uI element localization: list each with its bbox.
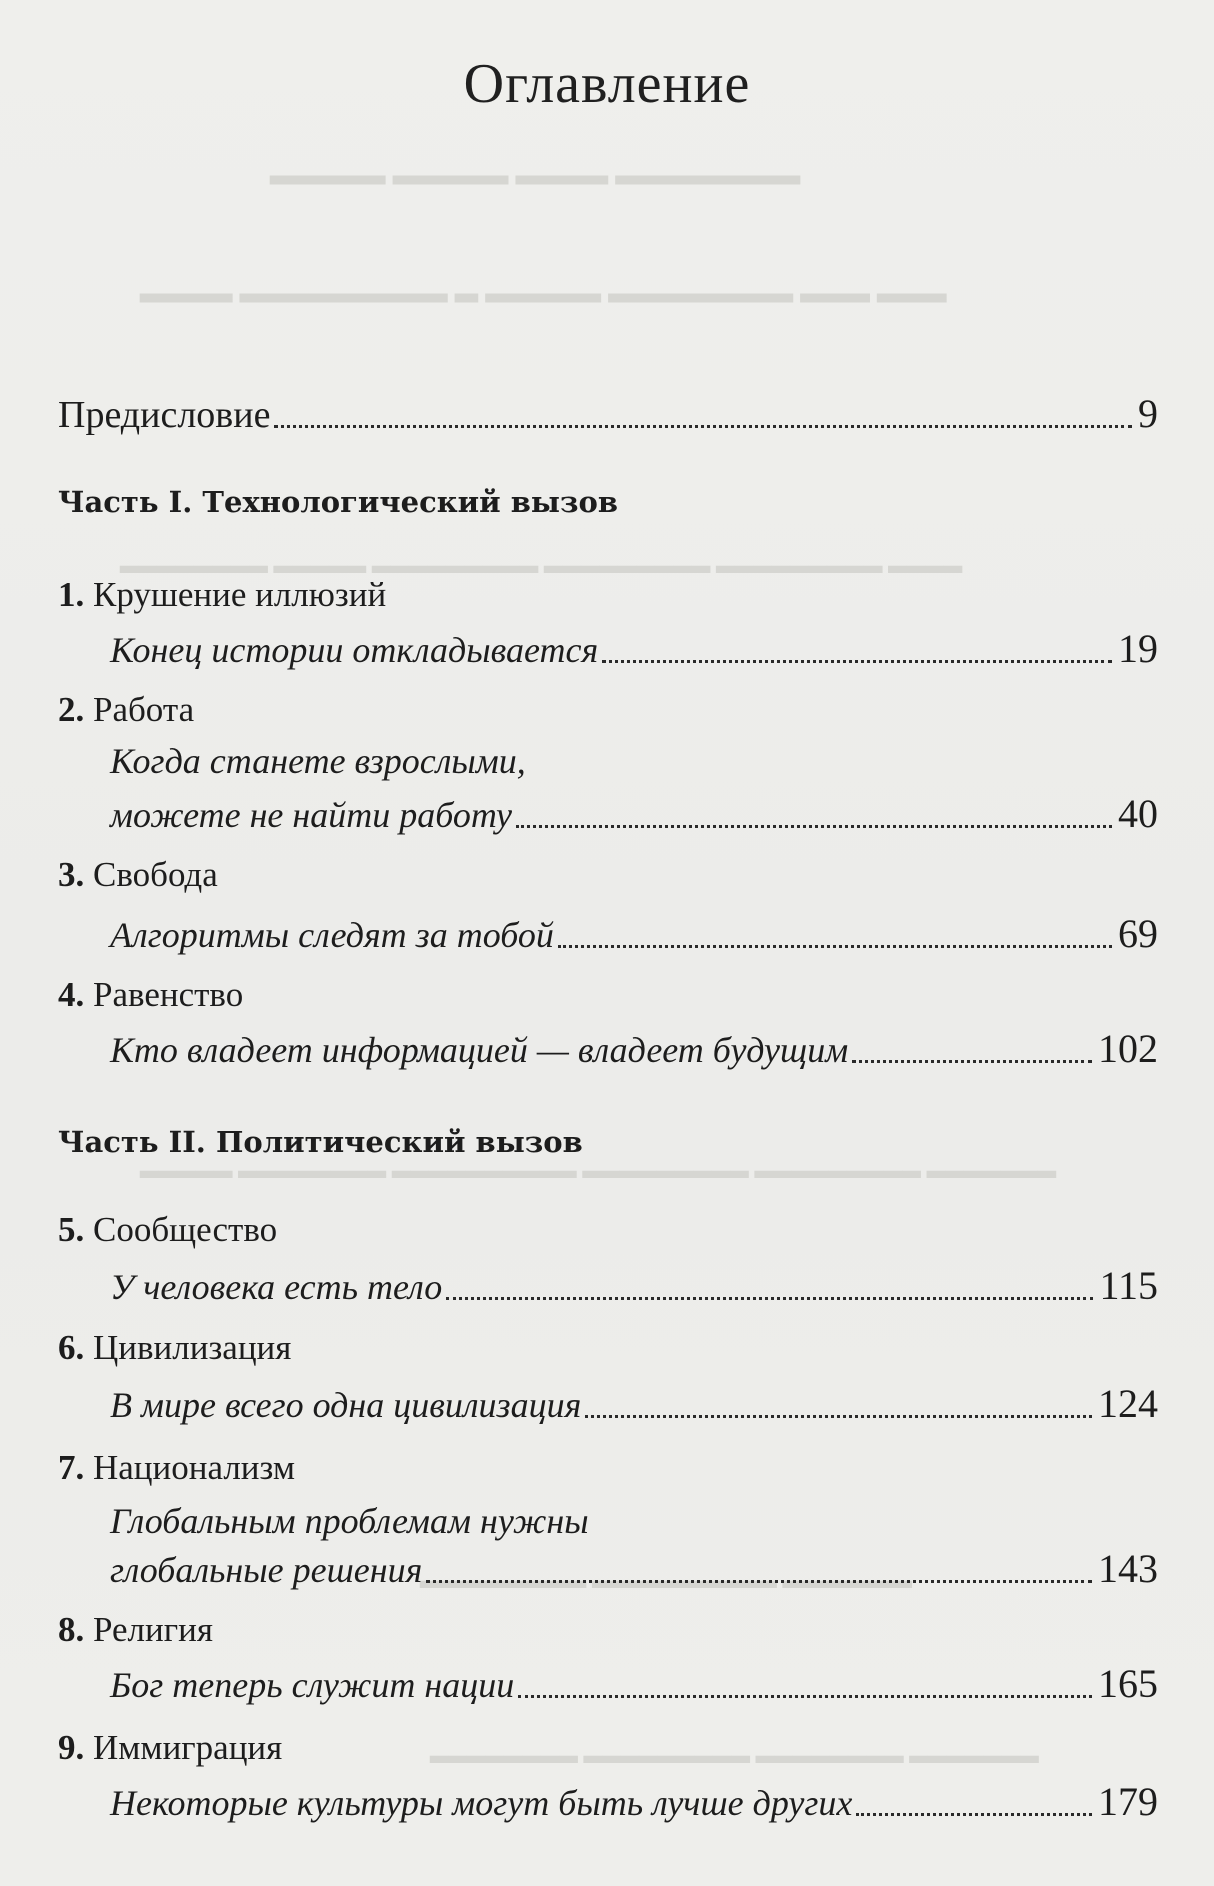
chapter-subtitle: Конец истории откладывается	[110, 630, 599, 670]
show-through-text: ▂▂▂▂▂ ▂▂▂▂▂▂▂▂ ▂▂▂▂▂▂▂▂▂▂ ▂▂▂▂▂▂▂▂▂ ▂▂▂▂▂▂▂▂▂ ▂▂▂▂▂▂▂	[140, 1152, 1056, 1178]
chapter-name: Сообщество	[93, 1210, 278, 1249]
part-heading: Часть II. Политический вызов	[58, 1125, 583, 1159]
page-number: 69	[1118, 911, 1158, 956]
toc-entry-chapter	[110, 1778, 1158, 1825]
toc-entry-chapter	[110, 1660, 1158, 1707]
toc-entry-chapter	[110, 625, 1158, 672]
toc-entry-preface	[58, 390, 1158, 437]
toc-entry-chapter	[110, 1262, 1158, 1309]
page-number: 124	[1098, 1381, 1158, 1426]
preface-label: Предисловие	[58, 394, 271, 436]
chapter-title	[58, 575, 386, 615]
show-through-text: ▂▂▂▂ ▂▂▂▂▂▂▂▂▂ ▂ ▂▂▂▂▂ ▂▂▂▂▂▂▂▂ ▂▂▂ ▂▂▂	[140, 269, 947, 302]
chapter-name: Иммиграция	[93, 1728, 283, 1767]
page-number: 40	[1118, 791, 1158, 836]
chapter-name: Национализм	[93, 1448, 296, 1487]
chapter-subtitle: Некоторые культуры могут быть лучше других	[110, 1783, 853, 1823]
dot-leader	[852, 1059, 1092, 1063]
dot-leader	[446, 1296, 1093, 1300]
dot-leader	[518, 1694, 1092, 1698]
chapter-number: 6.	[58, 1328, 85, 1367]
toc-entry-chapter	[110, 1380, 1158, 1427]
chapter-name: Крушение иллюзий	[93, 575, 387, 614]
chapter-subtitle: Бог теперь служит нации	[110, 1665, 515, 1705]
chapter-title	[58, 1728, 282, 1768]
toc-entry-chapter	[110, 910, 1158, 957]
chapter-subtitle: Кто владеет информацией — владеет будущим	[110, 1030, 849, 1070]
chapter-number: 1.	[58, 575, 85, 614]
chapter-title	[58, 855, 218, 895]
chapter-number: 7.	[58, 1448, 85, 1487]
chapter-name: Религия	[93, 1610, 213, 1649]
chapter-title	[58, 1210, 277, 1250]
dot-leader	[426, 1579, 1092, 1583]
chapter-title	[58, 1448, 295, 1488]
chapter-subtitle: можете не найти работу	[110, 795, 512, 835]
dot-leader	[558, 944, 1112, 948]
toc-entry-chapter	[110, 790, 1158, 837]
page-number: 143	[1098, 1546, 1158, 1591]
chapter-number: 2.	[58, 690, 85, 729]
dot-leader	[585, 1414, 1092, 1418]
page-number: 9	[1138, 391, 1158, 436]
chapter-number: 5.	[58, 1210, 85, 1249]
toc-entry-chapter	[110, 1545, 1158, 1592]
chapter-subtitle: Алгоритмы следят за тобой	[110, 915, 554, 955]
chapter-number: 4.	[58, 975, 85, 1014]
chapter-number: 3.	[58, 855, 85, 894]
dot-leader	[274, 424, 1132, 428]
toc-entry-chapter	[110, 1025, 1158, 1072]
chapter-name: Цивилизация	[93, 1328, 292, 1367]
page-number: 115	[1099, 1263, 1158, 1308]
page-number: 179	[1098, 1779, 1158, 1824]
chapter-number: 8.	[58, 1610, 85, 1649]
show-through-text: ▂▂▂▂▂ ▂▂▂▂▂ ▂▂▂▂ ▂▂▂▂▂▂▂▂	[270, 151, 801, 184]
show-through-text: ▂▂▂▂▂▂▂▂ ▂▂▂▂▂ ▂▂▂▂▂▂▂▂▂ ▂▂▂▂▂▂▂▂▂ ▂▂▂▂▂▂▂▂▂ ▂▂▂▂	[120, 547, 963, 573]
chapter-subtitle: Когда станете взрослыми,	[110, 741, 526, 781]
page-title: Оглавление	[463, 53, 751, 115]
show-through-text: ▂▂▂▂▂▂▂▂ ▂▂▂▂▂▂▂▂▂ ▂▂▂▂▂▂▂▂ ▂▂▂▂▂▂▂	[430, 1737, 1039, 1763]
chapter-subtitle: В мире всего одна цивилизация	[110, 1385, 582, 1425]
dot-leader	[856, 1812, 1092, 1816]
chapter-title	[58, 1610, 213, 1650]
dot-leader	[516, 824, 1112, 828]
chapter-name: Свобода	[93, 855, 218, 894]
chapter-title	[58, 975, 243, 1015]
page-number: 102	[1098, 1026, 1158, 1071]
page-number: 165	[1098, 1661, 1158, 1706]
chapter-subtitle: глобальные решения	[110, 1550, 423, 1590]
show-through-text: ▂▂▂▂▂▂▂▂▂ ▂▂▂▂▂▂▂▂▂▂ ▂▂▂▂▂▂▂	[420, 1562, 912, 1588]
chapter-number: 9.	[58, 1728, 85, 1767]
chapter-name: Равенство	[93, 975, 244, 1014]
chapter-subtitle: Глобальным проблемам нужны	[110, 1501, 589, 1541]
dot-leader	[602, 659, 1112, 663]
chapter-name: Работа	[93, 690, 195, 729]
chapter-title	[58, 1328, 291, 1368]
chapter-subtitle: У человека есть тело	[110, 1267, 443, 1307]
part-heading: Часть I. Технологический вызов	[58, 485, 619, 519]
chapter-title	[58, 690, 194, 730]
page-number: 19	[1118, 626, 1158, 671]
